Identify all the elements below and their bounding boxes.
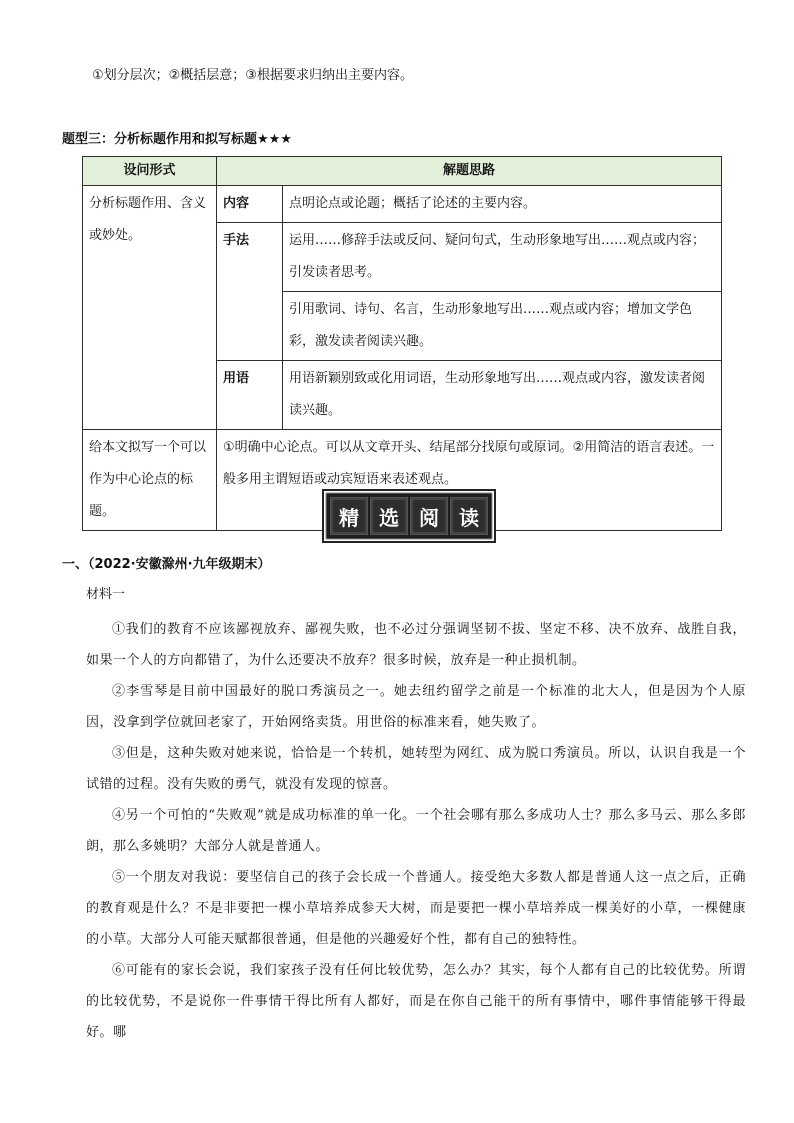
technique-text-1: 运用……修辞手法或反问、疑问句式，生动形象地写出……观点或内容；引发读者思考。 [283, 223, 722, 292]
technique-label: 手法 [217, 223, 283, 361]
guide-table [82, 156, 722, 531]
article-paragraph: ①我们的教育不应该鄙视放弃、鄙视失败，也不必过分强调坚韧不拔、坚定不移、决不放弃、战胜自我，如果一个人的方向都错了，为什么还要决不放弃？很多时候，放弃是一种止损机制。 [86, 622, 746, 668]
content-text: 点明论点或论题；概括了论述的主要内容。 [283, 186, 722, 223]
article-paragraph: ③但是，这种失败对她来说，恰恰是一个转机，她转型为网红、成为脱口秀演员。所以，认识自我是一个试错的过程。没有失败的勇气，就没有发现的惊喜。 [86, 746, 746, 792]
technique-text-2: 引用歌词、诗句、名言，生动形象地写出……观点或内容；增加文学色彩，激发读者阅读兴趣。 [283, 292, 722, 361]
table-header-row [83, 157, 722, 186]
article-paragraph: ②李雪琴是目前中国最好的脱口秀演员之一。她去纽约留学之前是一个标准的北大人，但是因为个人原因，没拿到学位就回老家了，开始网络卖货。用世俗的标准来看，她失败了。 [86, 684, 746, 730]
question-heading: 一、（2022·安徽滁州·九年级期末） [62, 557, 271, 572]
row1-form-cell: 分析标题作用、含义或妙处。 [83, 186, 217, 430]
header-question-form: 设问形式 [83, 157, 217, 186]
header-approach: 解题思路 [217, 157, 722, 186]
row2-approach-cell: ①明确中心论点。可以从文章开头、结尾部分找原句或原词。②用简洁的语言表述。一般多用主谓短语或动宾短语来表述观点。 [217, 430, 722, 531]
banner-char: 精 [330, 497, 368, 535]
banner-char: 选 [370, 497, 408, 535]
section-title: 题型三：分析标题作用和拟写标题★★★ [62, 132, 292, 147]
material-label: 材料一 [86, 587, 126, 602]
row2-form-cell: 给本文拟写一个可以作为中心论点的标题。 [83, 430, 217, 531]
banner-char: 阅 [410, 497, 448, 535]
article-body [86, 614, 746, 1048]
content-label: 内容 [217, 186, 283, 223]
selected-reading-banner [322, 489, 496, 543]
intro-line: ①划分层次；②概括层意；③根据要求归纳出主要内容。 [92, 68, 413, 83]
article-paragraph: ⑥可能有的家长会说，我们家孩子没有任何比较优势，怎么办？其实，每个人都有自己的比较优势。所谓的比较优势，不是说你一件事情干得比所有人都好，而是在你自己能干的所有事情中，哪件事情能够干得最好。哪 [86, 963, 746, 1040]
banner-char: 读 [450, 497, 488, 535]
table-row [83, 186, 722, 223]
article-paragraph: ⑤一个朋友对我说：要坚信自己的孩子会长成一个普通人。接受绝大多数人都是普通人这一点之后，正确的教育观是什么？不是非要把一棵小草培养成参天大树，而是要把一棵小草培养成一棵美好的小草，一棵健康的小草。大部分人可能天赋都很普通，但是他的兴趣爱好个性，都有自己的独特性。 [86, 870, 746, 947]
wording-label: 用语 [217, 361, 283, 430]
article-paragraph: ④另一个可怕的“失败观”就是成功标准的单一化。一个社会哪有那么多成功人士？那么多马云、那么多郎朗，那么多姚明？大部分人就是普通人。 [86, 808, 746, 854]
wording-text: 用语新颖别致或化用词语，生动形象地写出……观点或内容，激发读者阅读兴趣。 [283, 361, 722, 430]
